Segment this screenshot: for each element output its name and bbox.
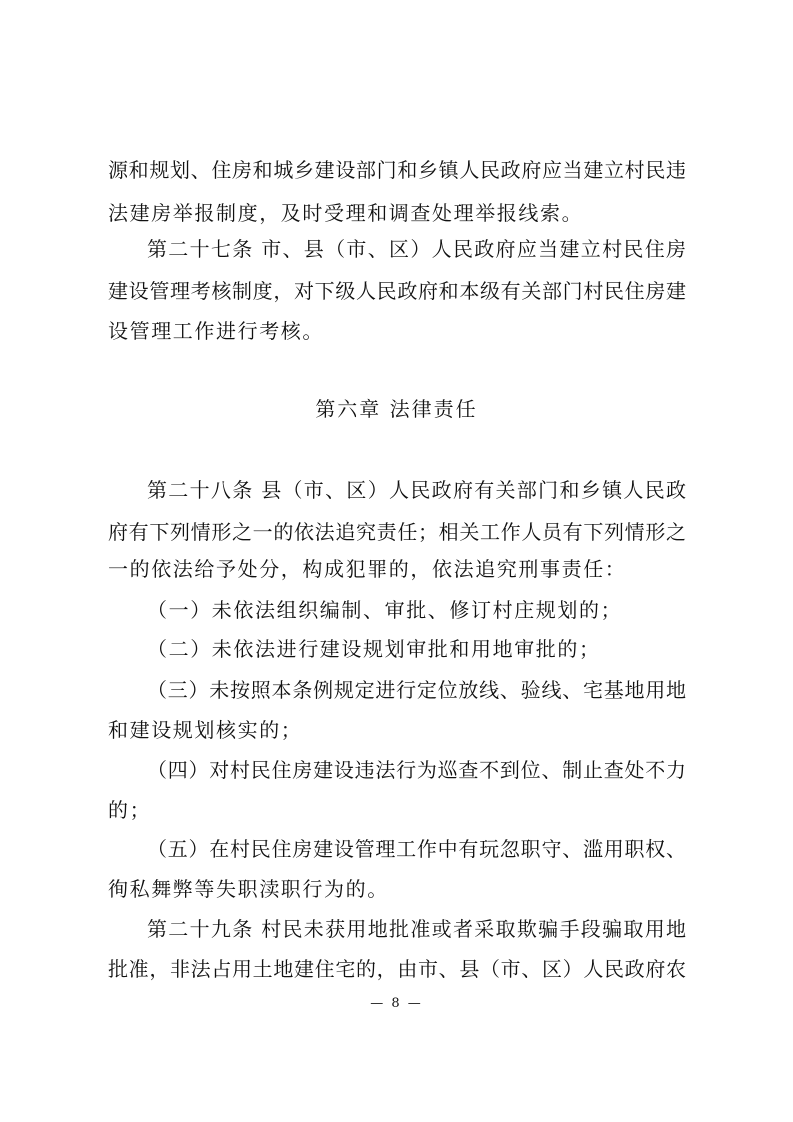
page-number: — 8 — [370, 996, 423, 1011]
paragraph-line: 法建房举报制度，及时受理和调查处理举报线索。 [108, 201, 584, 225]
chapter-title: 第六章 法律责任 [315, 397, 478, 421]
list-item: （一）未依法组织编制、审批、修订村庄规划的； [147, 598, 623, 622]
article-28-line: 第二十八条 县（市、区）人民政府有关部门和乡镇人民政 [147, 478, 686, 502]
list-item: （四）对村民住房建设违法行为巡查不到位、制止查处不力 [147, 758, 686, 782]
list-item: （五）在村民住房建设管理工作中有玩忽职守、滥用职权、 [147, 837, 686, 861]
list-item: （三）未按照本条例规定进行定位放线、验线、宅基地用地 [147, 678, 686, 702]
list-item: 徇私舞弊等失职渎职行为的。 [108, 877, 389, 901]
list-item: 和建设规划核实的； [108, 718, 303, 742]
article-27-line: 设管理工作进行考核。 [108, 319, 324, 343]
list-item: 的； [108, 798, 152, 822]
article-28-line: 府有下列情形之一的依法追究责任；相关工作人员有下列情形之 [108, 520, 686, 544]
paragraph-line: 源和规划、住房和城乡建设部门和乡镇人民政府应当建立村民违 [108, 158, 686, 182]
article-29-line: 批准，非法占用土地建住宅的，由市、县（市、区）人民政府农 [108, 957, 686, 981]
article-29-line: 第二十九条 村民未获用地批准或者采取欺骗手段骗取用地 [147, 917, 686, 941]
article-28-line: 一的依法给予处分，构成犯罪的，依法追究刑事责任： [108, 557, 627, 581]
article-27-line: 建设管理考核制度，对下级人民政府和本级有关部门村民住房建 [108, 279, 686, 303]
list-item: （二）未依法进行建设规划审批和用地审批的； [147, 637, 601, 661]
article-27-line: 第二十七条 市、县（市、区）人民政府应当建立村民住房 [147, 237, 686, 261]
